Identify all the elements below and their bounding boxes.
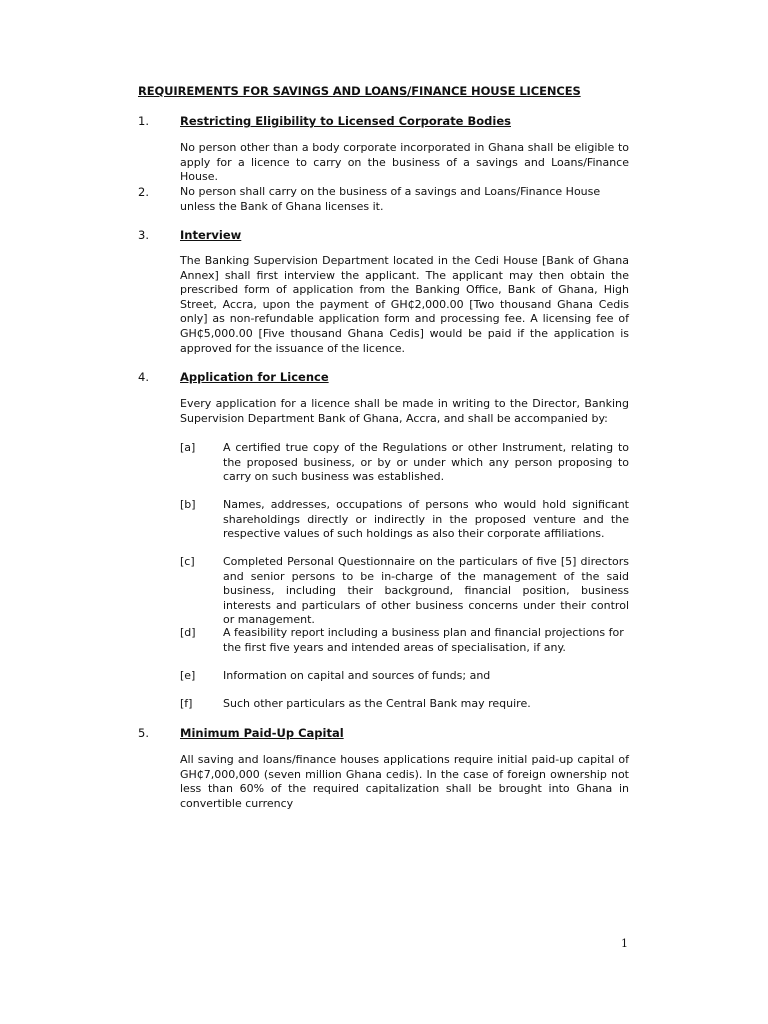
list-item-label: [a] bbox=[180, 441, 196, 454]
section-paragraph: All saving and loans/finance houses applications require initial paid-up capital of GH₵7,000,000 (seven million Ghana cedis). In the case of foreign ownership not less than 60% of the required capitalization shall be brought into Ghana in convertible currency bbox=[180, 753, 629, 810]
list-item-label: [c] bbox=[180, 555, 195, 568]
section-heading: Restricting Eligibility to Licensed Corporate Bodies bbox=[180, 114, 511, 128]
section-paragraph: Every application for a licence shall be made in writing to the Director, Banking Supervision Department Bank of Ghana, Accra, and shall be accompanied by: bbox=[180, 397, 629, 425]
section-number: 1. bbox=[138, 114, 149, 128]
section-heading: Application for Licence bbox=[180, 370, 329, 384]
list-item-text: Completed Personal Questionnaire on the particulars of five [5] directors and senior persons to be in-charge of the management of the said business, including their background, financial position, business interests and particulars of other business concerns under their control or management. bbox=[223, 555, 629, 627]
list-item-text: Such other particulars as the Central Bank may require. bbox=[223, 697, 531, 710]
page-number: 1 bbox=[621, 937, 628, 950]
section-heading: Minimum Paid-Up Capital bbox=[180, 726, 344, 740]
section-number: 4. bbox=[138, 370, 149, 384]
section-paragraph: The Banking Supervision Department located in the Cedi House [Bank of Ghana Annex] shall first interview the applicant. The applicant may then obtain the prescribed form of application from the Banking Office, Bank of Ghana, High Street, Accra, upon the payment of GH₵2,000.00 [Two thousand Ghana Cedis only] as non-refundable application form and processing fee. A licensing fee of GH₵5,000.00 [Five thousand Ghana Cedis] would be paid if the application is approved for the issuance of the licence. bbox=[180, 254, 629, 355]
section-number: 2. bbox=[138, 185, 149, 199]
list-item-text: Names, addresses, occupations of persons who would hold significant shareholdings directly or indirectly in the proposed venture and the respective values of such holdings as also their corporate affiliations. bbox=[223, 498, 629, 541]
list-item-text: A certified true copy of the Regulations or other Instrument, relating to the proposed business, or by or under which any person proposing to carry on such business was established. bbox=[223, 441, 629, 484]
section-number: 3. bbox=[138, 228, 149, 242]
list-item-label: [e] bbox=[180, 669, 196, 682]
section-heading: Interview bbox=[180, 228, 242, 242]
section-number: 5. bbox=[138, 726, 149, 740]
document-title: REQUIREMENTS FOR SAVINGS AND LOANS/FINANCE HOUSE LICENCES bbox=[138, 84, 581, 98]
list-item-text: A feasibility report including a business plan and financial projections for the first five years and intended areas of specialisation, if any. bbox=[223, 626, 624, 654]
list-item-text: Information on capital and sources of funds; and bbox=[223, 669, 491, 682]
list-item-label: [f] bbox=[180, 697, 193, 710]
list-item-label: [b] bbox=[180, 498, 196, 511]
section-paragraph: No person other than a body corporate incorporated in Ghana shall be eligible to apply for a licence to carry on the business of a savings and Loans/Finance House. bbox=[180, 141, 629, 184]
list-item-label: [d] bbox=[180, 626, 196, 639]
section-paragraph: No person shall carry on the business of a savings and Loans/Finance House unless the Bank of Ghana licenses it. bbox=[180, 185, 601, 213]
